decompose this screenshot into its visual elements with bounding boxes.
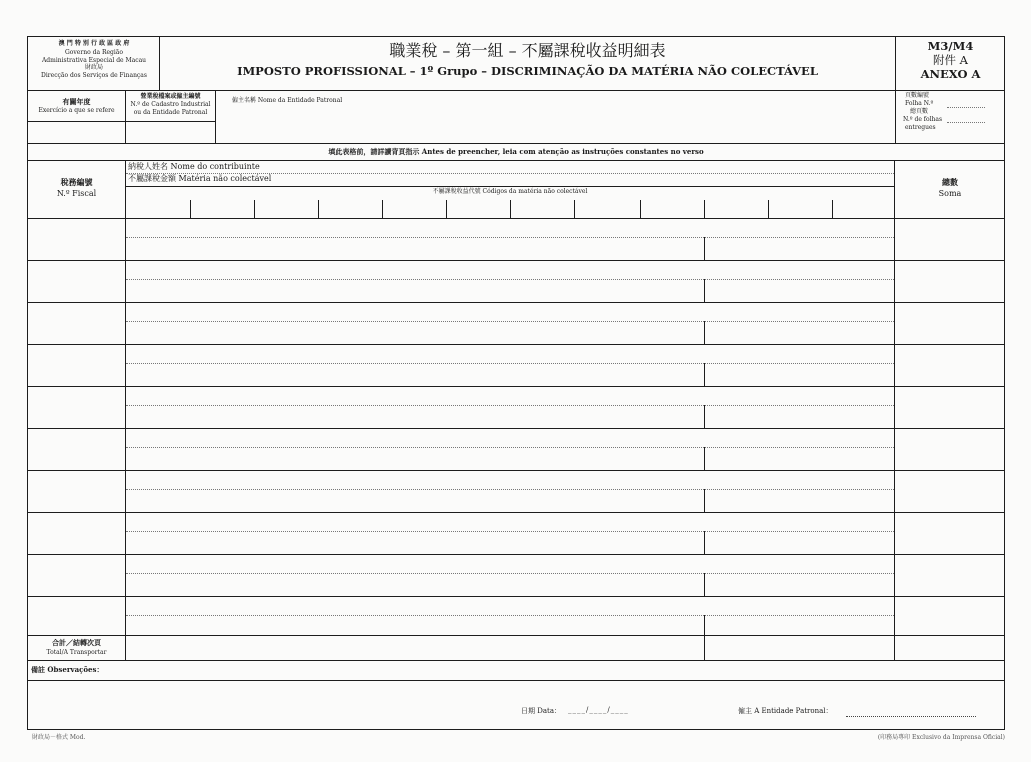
contributor-header: 納稅人姓名 Nome do contribuinte (128, 162, 260, 171)
cadastro-label-pt2: ou da Entidade Patronal (133, 109, 208, 116)
total-soma-field[interactable] (895, 636, 1004, 659)
year-field[interactable] (28, 122, 124, 142)
total-label-pt: Total/A Transportar (46, 649, 107, 656)
cadastro-label-zh: 營業稅檔案或僱主編號 (140, 93, 201, 100)
gov-line-1: 澳 門 特 別 行 政 區 政 府 (58, 40, 130, 47)
total-sheets-label-pt1: N.º de folhas (903, 116, 943, 123)
total-sheets-label-zh: 總頁數 (910, 108, 929, 115)
nif-header-pt: N.º Fiscal (56, 189, 97, 198)
employer-name-field[interactable] (216, 108, 894, 142)
gov-line-4: 財政局 (84, 63, 103, 71)
employer-signature-label: 僱主 A Entidade Patronal： (738, 707, 833, 715)
printer-note: (印務局專印 Exclusivo da Imprensa Oficial) (877, 734, 1005, 741)
total-sheets-label-pt2: entregues (905, 124, 936, 131)
page-title-pt: IMPOSTO PROFISSIONAL – 1º Grupo – DISCRIMINAÇÃO DA MATÉRIA NÃO COLECTÁVEL (237, 64, 818, 78)
government-block (30, 41, 158, 79)
materia-header: 不屬課稅金額 Matéria não colectável (128, 174, 272, 183)
cadastro-label-pt1: N.º de Cadastro Industrial (130, 101, 211, 108)
nif-header-zh: 稅務編號 (60, 177, 93, 187)
total-label-zh: 合計／結轉次頁 (52, 638, 101, 647)
form-code: M3/M4 (927, 39, 974, 53)
folha-field[interactable] (947, 107, 985, 108)
gov-line-5: Direcção dos Serviços de Finanças (41, 72, 147, 80)
employer-signature-field[interactable] (846, 716, 976, 717)
total-amount-field[interactable] (126, 636, 894, 659)
folha-label-zh: 頁數編號 (905, 92, 930, 99)
folha-label-pt: Folha N.º (905, 100, 934, 107)
codes-header: 不屬課稅收益代號 Códigos da matéria não colectável (432, 188, 588, 195)
gov-line-2: Governo da Região (65, 49, 123, 57)
soma-header-pt: Soma (938, 189, 962, 198)
annex-zh: 附件 A (933, 53, 968, 67)
cadastro-field[interactable] (126, 122, 214, 142)
year-label-pt: Exercício a que se refere (38, 107, 115, 114)
year-label-zh: 有關年度 (62, 97, 91, 106)
soma-header-zh: 總數 (942, 177, 958, 187)
observations-field[interactable] (125, 661, 1004, 680)
instructions-banner: 填此表格前，請詳讀背頁指示 Antes de preencher, leia com atenção as instruções constantes no verso (328, 147, 704, 156)
date-field[interactable]: ____/____/____ (568, 706, 629, 714)
employer-name-label: 僱主名稱 Nome da Entidade Patronal (232, 97, 343, 104)
total-sheets-field[interactable] (947, 122, 985, 123)
date-label: 日期 Data： (521, 707, 561, 715)
gov-line-3: Administrativa Especial de Macau (41, 56, 147, 64)
page-title-zh: 職業稅 – 第一組 – 不屬課稅收益明細表 (389, 41, 666, 60)
observations-label: 備註 Observações： (31, 665, 104, 674)
annex-pt: ANEXO A (920, 67, 981, 81)
form-model-label: 財政局－格式 Mod. (32, 734, 86, 741)
